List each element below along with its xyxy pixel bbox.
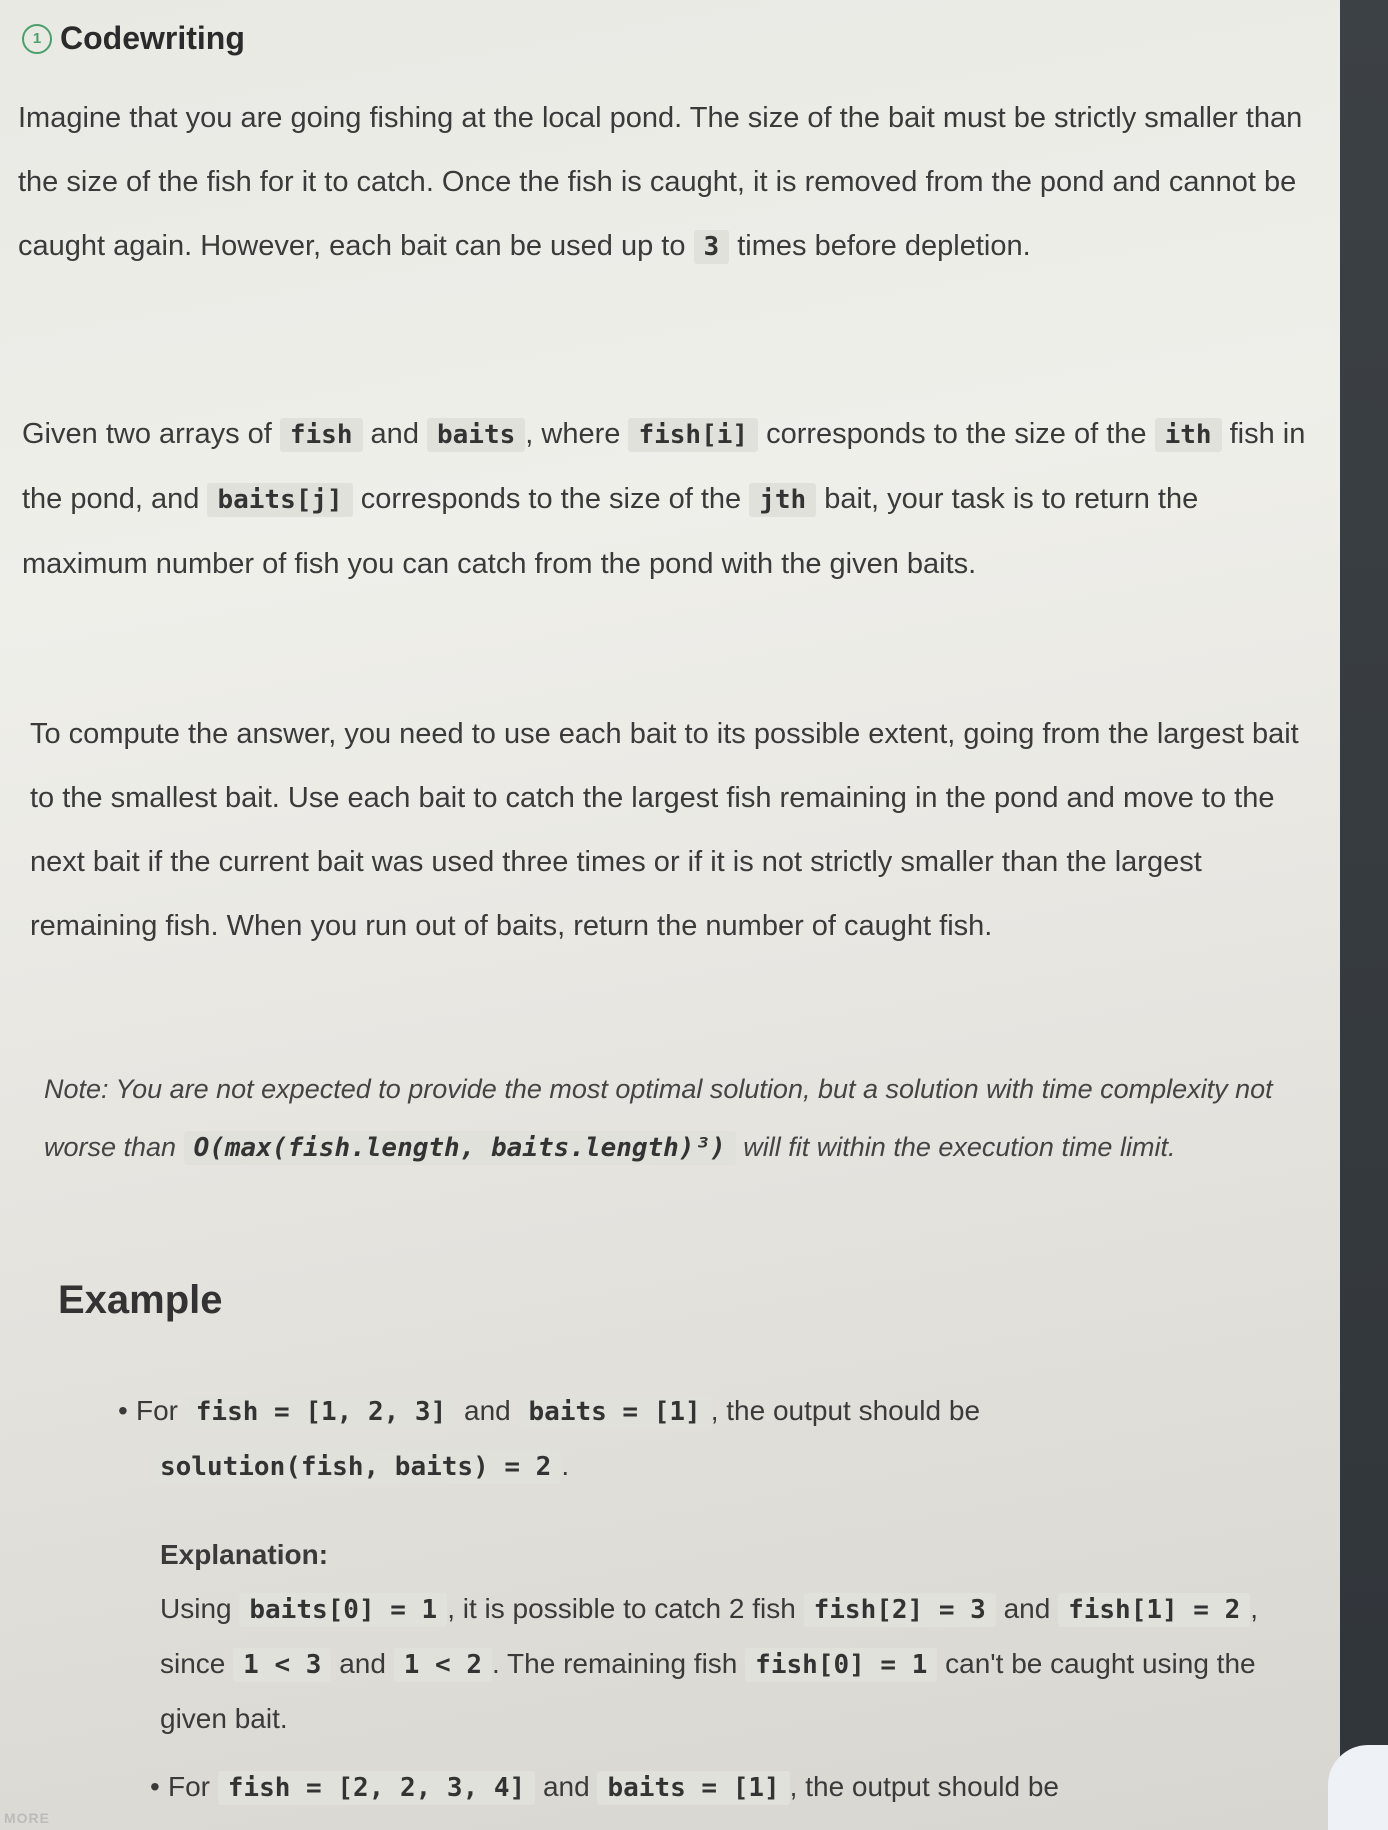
inline-code-baits: baits bbox=[427, 418, 525, 452]
inline-code-fish-i: fish[i] bbox=[628, 418, 758, 452]
task-title: Codewriting bbox=[60, 20, 245, 56]
inline-code: baits = [1] bbox=[597, 1771, 789, 1805]
example-2: • For fish = [2, 2, 3, 4] and baits = [1] , the output should be bbox=[150, 1760, 1310, 1815]
inline-code: baits = [1] bbox=[519, 1395, 711, 1429]
inline-code: fish[0] = 1 bbox=[745, 1648, 937, 1682]
inline-code-fish: fish bbox=[280, 418, 363, 452]
inline-code-result: solution(fish, baits) = 2 bbox=[150, 1450, 561, 1484]
description-paragraph-3: To compute the answer, you need to use each bait to its possible extent, going from the largest bait to the smallest bait. Use each bait to catch the largest fish remaining in the pond and move to the next bait if the current bait was used three times or if it is not strictly smaller than the largest remaining fish. When you run out of baits, return the number of caught fish. bbox=[30, 718, 1299, 942]
explanation-1: Explanation: Using baits[0] = 1 , it is possible to catch 2 fish fish[2] = 3 and fish[1] = 2 , since 1 < 3 and 1 < 2 . The remaining fish fish[0] = 1 can't be caught using the given bait. bbox=[160, 1528, 1300, 1746]
inline-code-baits-j: baits[j] bbox=[207, 483, 352, 517]
task-number-badge: 1 bbox=[22, 24, 52, 54]
more-label[interactable]: MORE bbox=[4, 1810, 50, 1826]
bullet: • bbox=[118, 1395, 128, 1426]
inline-code-complexity: O(max(fish.length, baits.length)³) bbox=[184, 1131, 736, 1165]
description-paragraph-2: Given two arrays of fish and baits , where fish[i] corresponds to the size of the ith fish in the pond, and baits[j] corresponds to the size of the jth bait, your task is to return the maximum number of fish you can catch from the pond with the given baits. bbox=[22, 418, 1306, 580]
example-heading: Example bbox=[58, 1278, 223, 1322]
inline-code: 1 < 3 bbox=[233, 1648, 331, 1682]
inline-code: fish = [1, 2, 3] bbox=[186, 1395, 456, 1429]
inline-code: fish[2] = 3 bbox=[804, 1593, 996, 1627]
inline-code: fish[1] = 2 bbox=[1058, 1593, 1250, 1627]
description-paragraph-1: Imagine that you are going fishing at the local pond. The size of the bait must be strictly smaller than the size of the fish for it to catch. Once the fish is caught, it is removed from the pond and cannot be caught again. However, each bait can be used up to 3 times before depletion. bbox=[18, 102, 1303, 262]
inline-code: baits[0] = 1 bbox=[239, 1593, 447, 1627]
scroll-handle[interactable] bbox=[1328, 1745, 1388, 1830]
inline-code: fish = [2, 2, 3, 4] bbox=[218, 1771, 535, 1805]
bullet: • bbox=[150, 1771, 160, 1802]
inline-code-ith: ith bbox=[1155, 418, 1222, 452]
right-sidebar-edge bbox=[1340, 0, 1388, 1830]
example-1: • For fish = [1, 2, 3] and baits = [1] , the output should be solution(fish, baits) = 2 . bbox=[118, 1384, 1298, 1494]
task-header bbox=[22, 20, 245, 57]
inline-code: 1 < 2 bbox=[394, 1648, 492, 1682]
inline-code: 3 bbox=[694, 230, 730, 264]
note-paragraph: Note: You are not expected to provide the most optimal solution, but a solution with time complexity not worse than O(max(fish.length, baits.length)³) will fit within the execution time limit. bbox=[44, 1074, 1273, 1163]
inline-code-jth: jth bbox=[749, 483, 816, 517]
explanation-title: Explanation: bbox=[160, 1539, 329, 1570]
